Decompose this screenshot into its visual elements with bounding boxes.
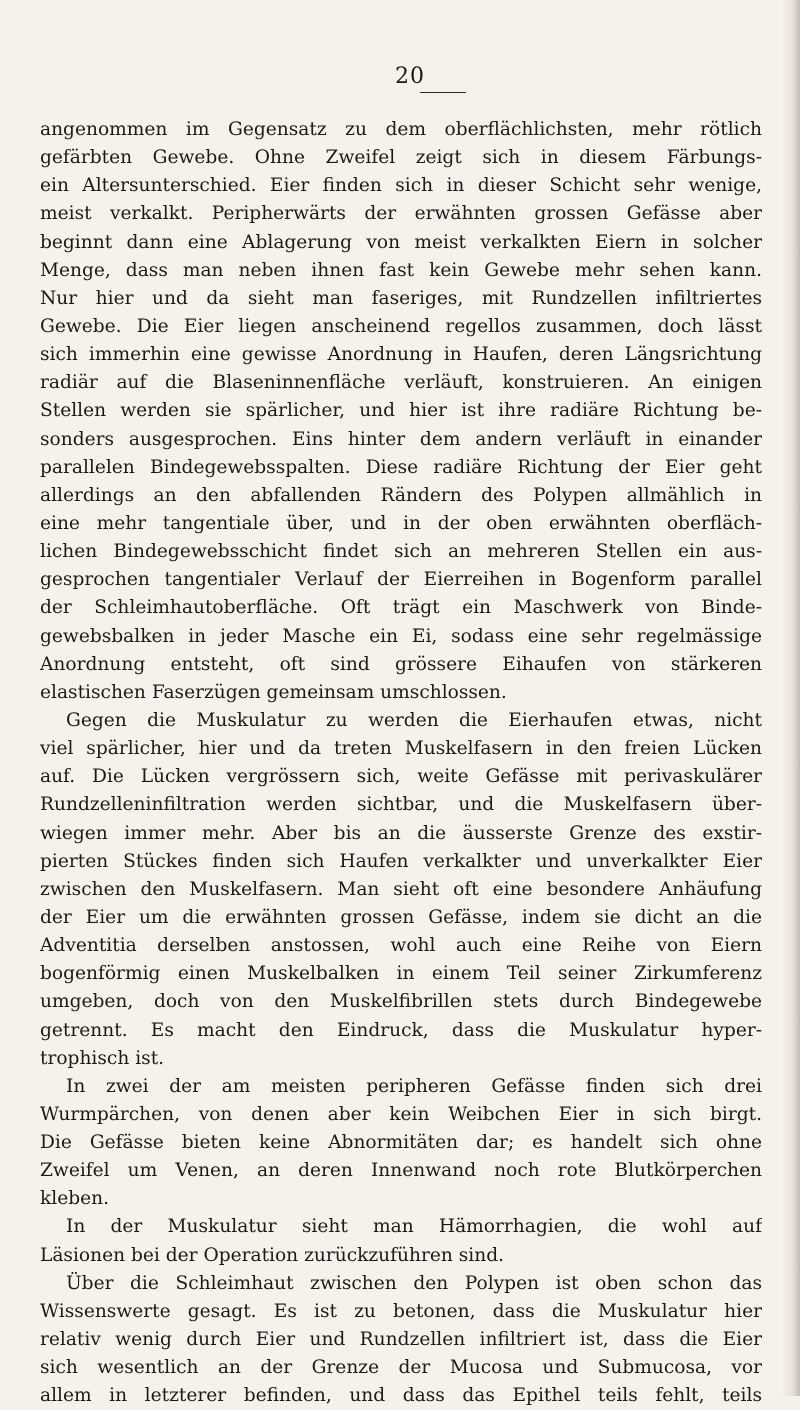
text-line: elastischen Faserzügen gemeinsam umschlossen. xyxy=(40,681,507,703)
text-line: der Schleimhautoberfläche. Oft trägt ein Maschwerk von Binde- xyxy=(40,597,762,619)
text-line: Rundzelleninfiltration werden sichtbar, und die Muskelfasern über- xyxy=(40,794,762,816)
text-line: Läsionen bei der Operation zurückzuführen sind. xyxy=(40,1244,505,1266)
text-line: Wurmpärchen, von denen aber kein Weibchen Eier in sich birgt. xyxy=(40,1103,762,1125)
text-line: In zwei der am meisten peripheren Gefässe finden sich drei xyxy=(66,1075,762,1097)
text-line: der Eier um die erwähnten grossen Gefässe, indem sie dicht an die xyxy=(40,906,762,928)
text-line: Zweifel um Venen, an deren Innenwand noch rote Blutkörperchen xyxy=(40,1160,762,1182)
page-number: 20 xyxy=(395,64,425,89)
text-line: getrennt. Es macht den Eindruck, dass die Muskulatur hyper- xyxy=(40,1019,762,1041)
text-line: Gewebe. Die Eier liegen anscheinend regellos zusammen, doch lässt xyxy=(40,315,762,337)
text-line: radiär auf die Blaseninnenfläche verläuft, konstruieren. An einigen xyxy=(40,372,762,394)
text-line: meist verkalkt. Peripherwärts der erwähnten grossen Gefässe aber xyxy=(40,203,762,225)
text-line: Stellen werden sie spärlicher, und hier ist ihre radiäre Richtung be- xyxy=(40,400,762,422)
text-line: gefärbten Gewebe. Ohne Zweifel zeigt sich in diesem Färbungs- xyxy=(40,147,762,169)
text-line: Über die Schleimhaut zwischen den Polypen ist oben schon das xyxy=(66,1272,762,1294)
text-line: kleben. xyxy=(40,1188,110,1210)
text-line: allem in letzterer befinden, und dass das Epithel teils fehlt, teils xyxy=(40,1385,762,1407)
text-line: eine mehr tangentiale über, und in der oben erwähnten oberfläch- xyxy=(40,512,762,534)
text-line: Adventitia derselben anstossen, wohl auch eine Reihe von Eiern xyxy=(40,935,762,957)
body-text xyxy=(40,116,762,1410)
text-line: Anordnung entsteht, oft sind grössere Eihaufen von stärkeren xyxy=(40,653,762,675)
text-line: allerdings an den abfallenden Rändern des Polypen allmählich in xyxy=(40,484,762,506)
text-line: umgeben, doch von den Muskelfibrillen stets durch Bindegewebe xyxy=(40,991,762,1013)
text-line: viel spärlicher, hier und da treten Muskelfasern in den freien Lücken xyxy=(40,738,762,760)
page-edge-shadow xyxy=(782,0,800,1396)
page-number-underline xyxy=(420,92,466,93)
text-line: bogenförmig einen Muskelbalken in einem Teil seiner Zirkumferenz xyxy=(40,963,762,985)
text-line: beginnt dann eine Ablagerung von meist verkalkten Eiern in solcher xyxy=(40,231,762,253)
text-line: gewebsbalken in jeder Masche ein Ei, sodass eine sehr regelmässige xyxy=(40,625,762,647)
text-line: sich immerhin eine gewisse Anordnung in Haufen, deren Längsrichtung xyxy=(40,344,762,366)
text-line: Nur hier und da sieht man faseriges, mit Rundzellen infiltriertes xyxy=(40,287,762,309)
text-line: pierten Stückes finden sich Haufen verkalkter und unverkalkter Eier xyxy=(40,850,762,872)
text-line: In der Muskulatur sieht man Hämorrhagien, die wohl auf xyxy=(66,1216,762,1238)
text-line: Die Gefässe bieten keine Abnormitäten dar; es handelt sich ohne xyxy=(40,1132,762,1154)
text-line: gesprochen tangentialer Verlauf der Eierreihen in Bogenform parallel xyxy=(40,569,762,591)
text-line: Wissenswerte gesagt. Es ist zu betonen, dass die Muskulatur hier xyxy=(40,1300,762,1322)
text-line: ein Altersunterschied. Eier finden sich in dieser Schicht sehr wenige, xyxy=(40,175,762,197)
text-line: auf. Die Lücken vergrössern sich, weite Gefässe mit perivaskulärer xyxy=(40,766,762,788)
text-line: Gegen die Muskulatur zu werden die Eierhaufen etwas, nicht xyxy=(66,709,762,731)
text-line: wiegen immer mehr. Aber bis an die äusserste Grenze des exstir- xyxy=(40,822,762,844)
text-line: trophisch ist. xyxy=(40,1047,165,1069)
text-line: angenommen im Gegensatz zu dem oberflächlichsten, mehr rötlich xyxy=(40,119,762,140)
text-line: sonders ausgesprochen. Eins hinter dem andern verläuft in einander xyxy=(40,428,762,450)
text-line: parallelen Bindegewebsspalten. Diese radiäre Richtung der Eier geht xyxy=(40,456,762,478)
text-line: Menge, dass man neben ihnen fast kein Gewebe mehr sehen kann. xyxy=(40,259,762,281)
text-line: zwischen den Muskelfasern. Man sieht oft eine besondere Anhäufung xyxy=(40,878,762,900)
text-line: relativ wenig durch Eier und Rundzellen infiltriert ist, dass die Eier xyxy=(40,1329,762,1351)
text-line: lichen Bindegewebsschicht findet sich an mehreren Stellen ein aus- xyxy=(40,541,762,563)
text-line: sich wesentlich an der Grenze der Mucosa und Submucosa, vor xyxy=(40,1357,762,1379)
